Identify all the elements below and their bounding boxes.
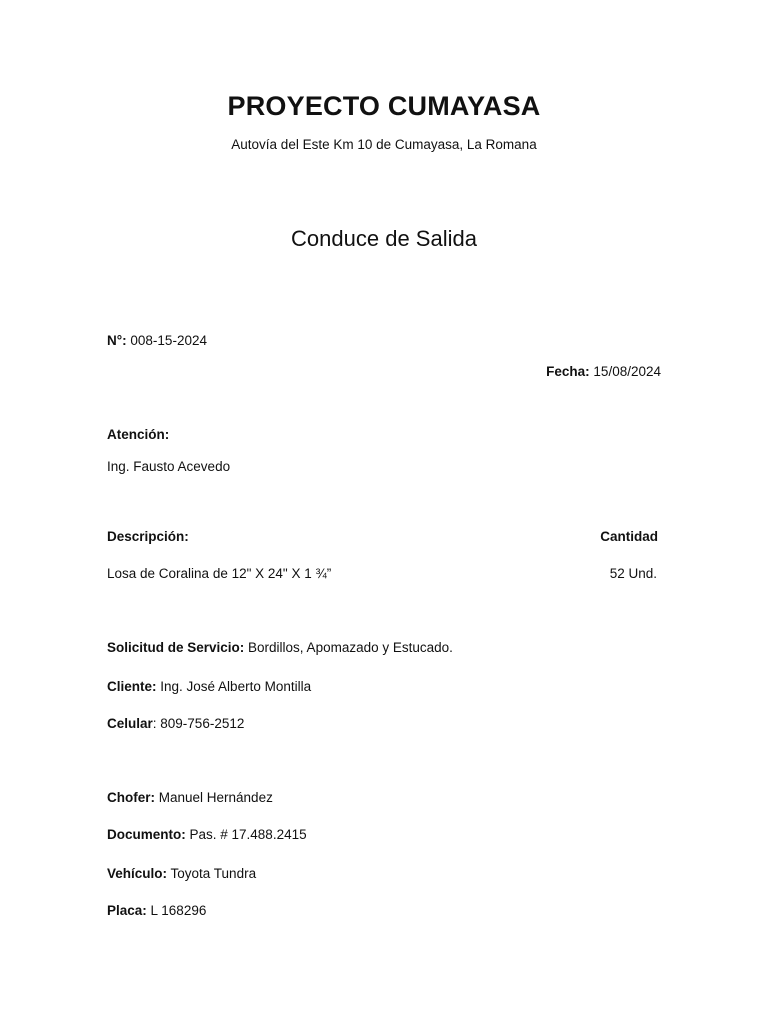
attention-value: Ing. Fausto Acevedo (107, 459, 231, 474)
driver (107, 790, 273, 805)
page-title: PROYECTO CUMAYASA (227, 91, 541, 121)
client (107, 679, 311, 694)
document-type-heading: Conduce de Salida (291, 226, 477, 251)
client-label: Cliente: (107, 679, 157, 694)
date-label: Fecha: (546, 364, 590, 379)
phone-label: Celular (107, 716, 153, 731)
driver-document (107, 827, 307, 842)
service-request-label: Solicitud de Servicio: (107, 640, 245, 655)
document-number-label: N°: (107, 333, 127, 348)
vehicle-label: Vehículo: (107, 866, 168, 881)
item-quantity: 52 Und. (609, 566, 657, 581)
driver-value: Manuel Hernández (155, 790, 273, 805)
document-date (480, 364, 661, 379)
address-line: Autovía del Este Km 10 de Cumayasa, La Romana (231, 137, 537, 152)
driver-document-label: Documento: (107, 827, 186, 842)
driver-label: Chofer: (107, 790, 155, 805)
plate-label: Placa: (107, 903, 147, 918)
vehicle-value: Toyota Tundra (167, 866, 257, 881)
plate (107, 903, 206, 918)
quantity-header: Cantidad (600, 529, 658, 544)
vehicle (107, 866, 256, 881)
document-number-value: 008-15-2024 (126, 333, 207, 348)
description-header: Descripción: (107, 529, 189, 544)
service-request-value: Bordillos, Apomazado y Estucado. (244, 640, 453, 655)
service-request (107, 640, 453, 655)
client-value: Ing. José Alberto Montilla (156, 679, 312, 694)
plate-value: L 168296 (146, 903, 207, 918)
document-number (107, 333, 207, 348)
item-description: Losa de Coralina de 12" X 24" X 1 ¾” (107, 566, 332, 581)
driver-document-value: Pas. # 17.488.2415 (185, 827, 307, 842)
phone-value: : 809-756-2512 (152, 716, 245, 731)
phone (107, 716, 244, 731)
attention-label: Atención: (107, 427, 170, 442)
date-value: 15/08/2024 (589, 364, 661, 379)
